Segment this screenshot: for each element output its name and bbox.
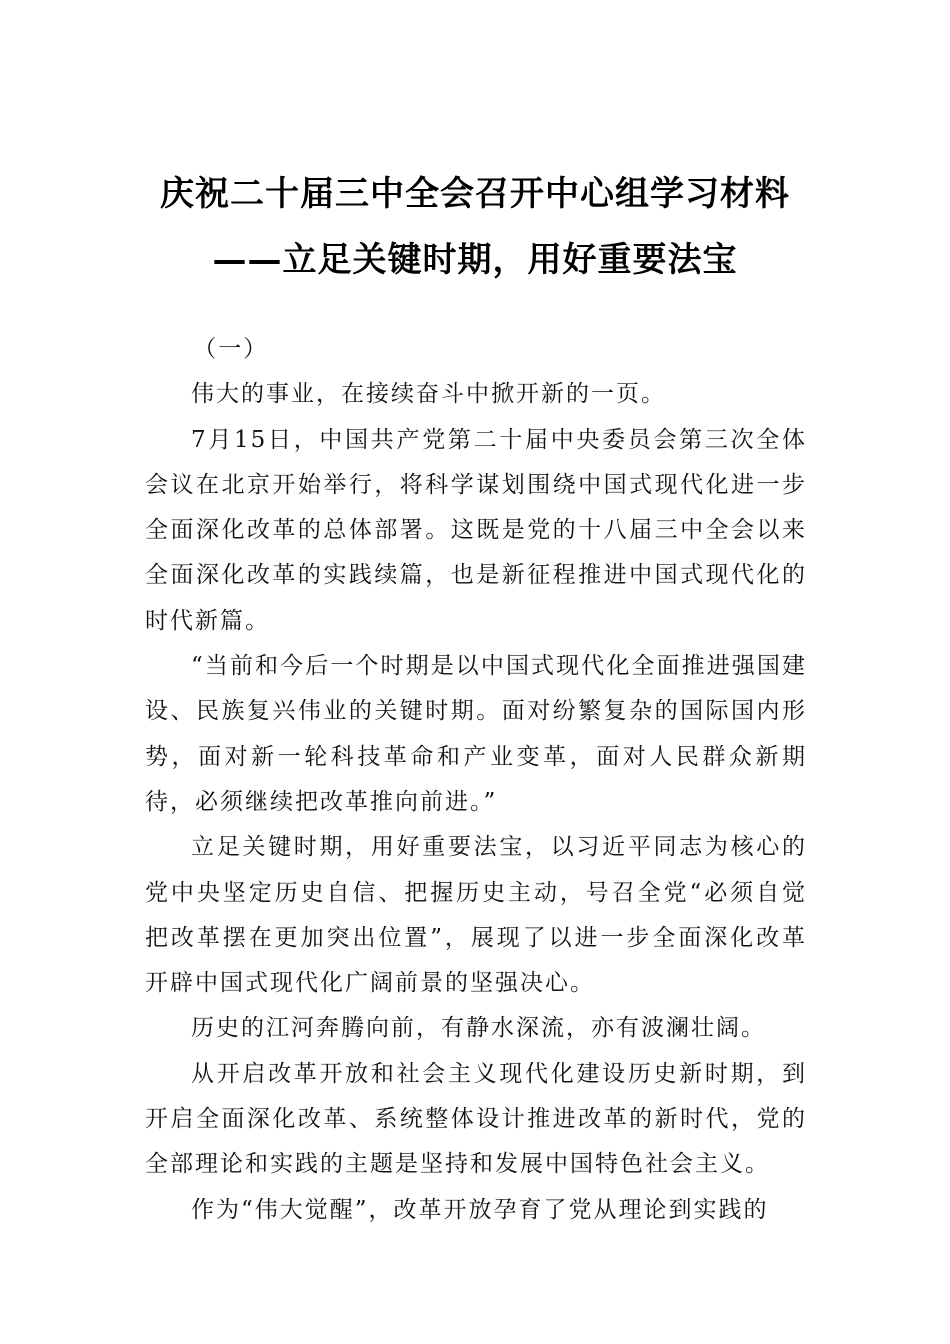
document-body (145, 327, 807, 1233)
paragraph: 7月15日，中国共产党第二十届中央委员会第三次全体会议在北京开始举行，将科学谋划围绕中国式现代化进一步全面深化改革的总体部署。这既是党的十八届三中全会以来全面深化改革的实践续篇，也是新征程推进中国式现代化的时代新篇。 (145, 426, 807, 634)
paragraph: 从开启改革开放和社会主义现代化建设历史新时期，到开启全面深化改革、系统整体设计推进改革的新时代，党的全部理论和实践的主题是坚持和发展中国特色社会主义。 (145, 1060, 807, 1178)
paragraph: 伟大的事业，在接续奋斗中掀开新的一页。 (191, 381, 666, 408)
paragraph: 历史的江河奔腾向前，有静水深流，亦有波澜壮阔。 (191, 1015, 766, 1042)
paragraph: 立足关键时期，用好重要法宝，以习近平同志为核心的党中央坚定历史自信、把握历史主动，号召全党“必须自觉把改革摆在更加突出位置”，展现了以进一步全面深化改革开辟中国式现代化广阔前景的坚强决心。 (145, 834, 807, 997)
document-subtitle: ——立足关键时期，用好重要法宝 (212, 240, 738, 280)
document-title: 庆祝二十届三中全会召开中心组学习材料 (160, 174, 790, 214)
paragraph: 作为“伟大觉醒”，改革开放孕育了党从理论到实践的 (191, 1196, 769, 1223)
section-marker: （一） (193, 336, 269, 362)
paragraph: “当前和今后一个时期是以中国式现代化全面推进强国建设、民族复兴伟业的关键时期。面对纷繁复杂的国际国内形势，面对新一轮科技革命和产业变革，面对人民群众新期待，必须继续把改革推向前进。” (145, 653, 807, 815)
